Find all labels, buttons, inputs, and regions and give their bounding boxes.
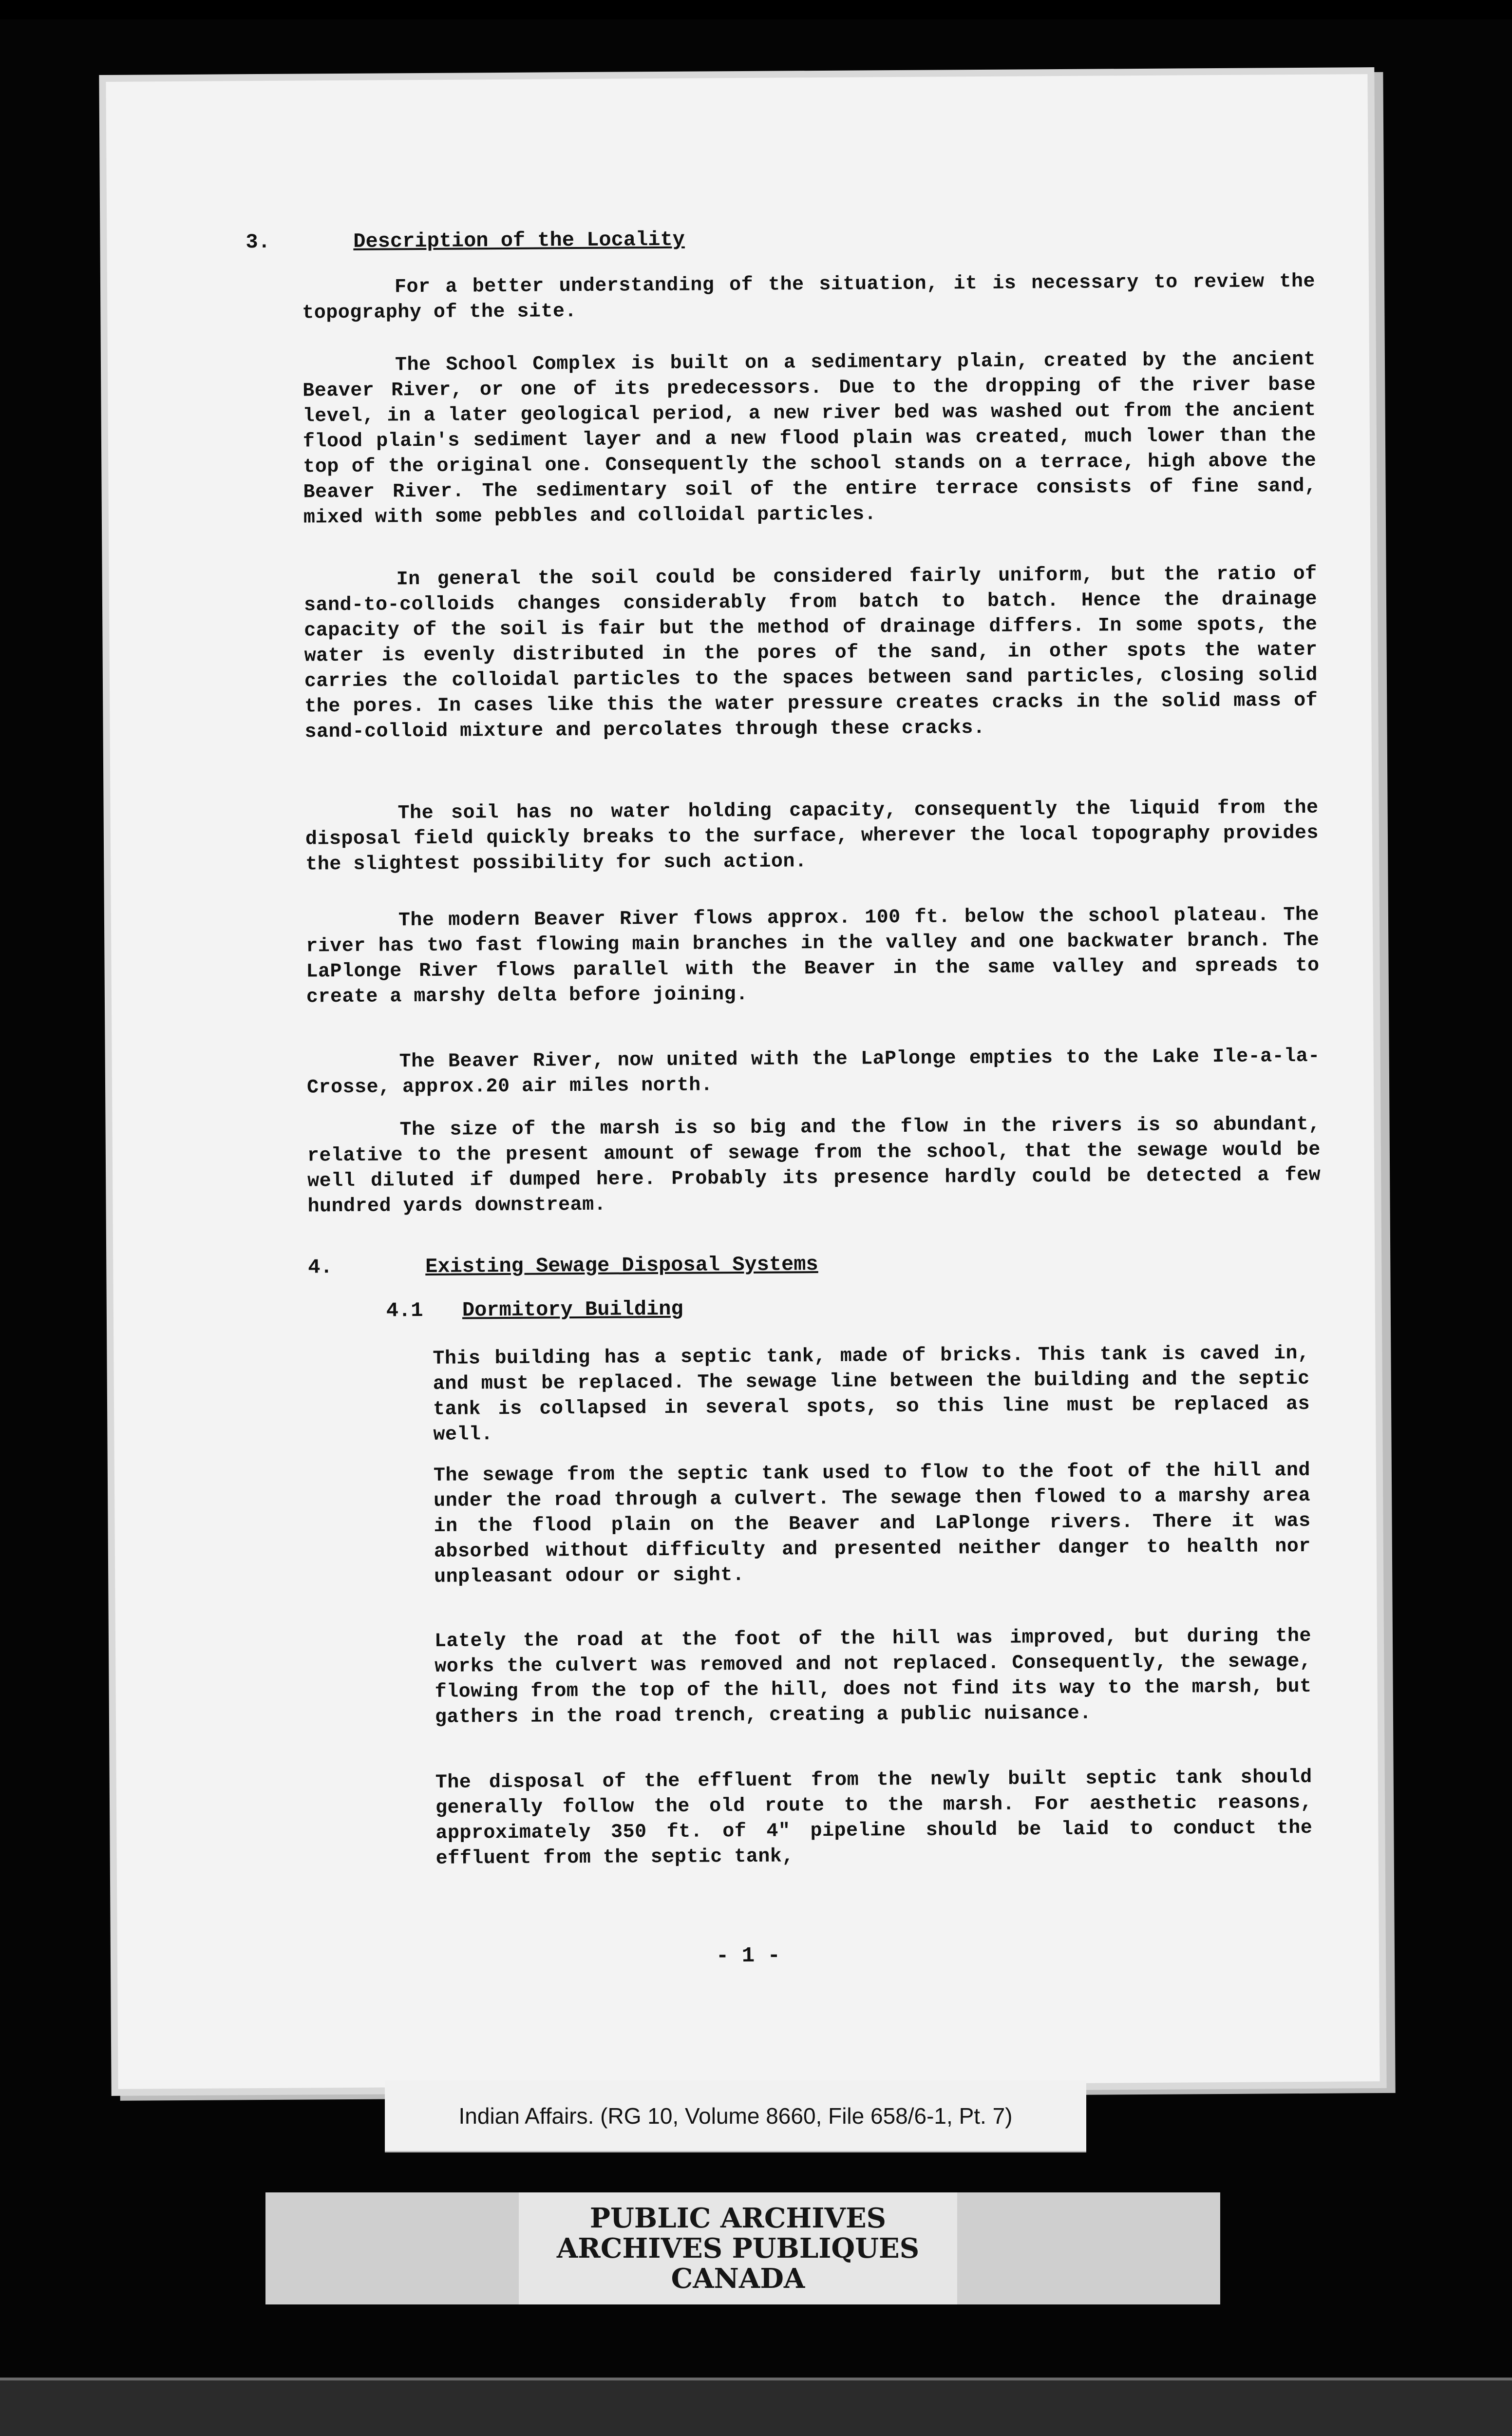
film-edge-bottom <box>0 2378 1512 2436</box>
reference-label <box>385 2080 1086 2152</box>
paragraph: Lately the road at the foot of the hill was improved, but during the works the culvert was removed and not replaced. Consequently, the sewage, flowing from the top of the hill, does not find its way to the marsh, but gathers in the road trench, creating a public nuisance. <box>434 1625 1312 1729</box>
section-3-heading <box>246 227 685 255</box>
subsection-4-1-number: 4.1 <box>386 1299 423 1323</box>
section-4-heading <box>308 1252 818 1280</box>
paragraph: This building has a septic tank, made of bricks. This tank is caved in, and must be replaced. The sewage line between the building and the septic tank is collapsed in several spots, so this line must be replaced as well. <box>433 1342 1310 1446</box>
paragraph: The Beaver River, now united with the LaPlonge empties to the Lake Ile-a-la-Crosse, approx.20 air miles north. <box>306 1045 1320 1099</box>
paragraph: The modern Beaver River flows approx. 100 ft. below the school plateau. The river has two fast flowing main branches in the valley and one backwater branch. The LaPlonge River flows parallel with the Beaver in the same valley and spreads to create a marshy delta before joining. <box>306 904 1320 1009</box>
film-edge-line <box>0 2378 1512 2380</box>
subsection-4-1-title: Dormitory Building <box>462 1297 683 1322</box>
section-4-title: Existing Sewage Disposal Systems <box>425 1253 818 1278</box>
subsection-4-1-heading <box>386 1296 683 1324</box>
reference-label-text: Indian Affairs. (RG 10, Volume 8660, File 658/6-1, Pt. 7) <box>458 2103 1013 2129</box>
section-4-number: 4. <box>308 1256 333 1279</box>
paragraph: The School Complex is built on a sedimentary plain, created by the ancient Beaver River, or one of its predecessors. Due to the dropping of the river base level, in a later geological period, a new river bed was washed out from the ancient flood plain's sediment layer and a new flood plain was created, much lower than the top of the original one. Consequently the school stands on a terrace, high above the Beaver River. The sedimentary soil of the entire terrace consists of fine sand, mixed with some pebbles and colloidal particles. <box>302 348 1317 529</box>
document-body <box>106 74 1380 2089</box>
section-3-number: 3. <box>246 230 271 254</box>
page-number: - 1 - <box>716 1943 781 1969</box>
paragraph: In general the soil could be considered fairly uniform, but the ratio of sand-to-colloids changes considerably from batch to batch. Hence the drainage capacity of the soil is fair but the method of drainage differs. In some spots, the water is evenly distributed in the pores of the sand, in other spots the water carries the colloidal particles to the spaces between sand particles, closing solid the pores. In cases like this the water pressure creates cracks in the solid mass of sand-colloid mixture and percolates through these cracks. <box>303 563 1318 743</box>
archives-stamp-text <box>519 2192 957 2304</box>
archives-stamp-line: PUBLIC ARCHIVES <box>589 2202 887 2234</box>
paragraph: For a better understanding of the situation, it is necessary to review the topography of the site. <box>302 270 1316 324</box>
paragraph: The sewage from the septic tank used to flow to the foot of the hill and under the road through a culvert. The sewage then flowed to a marshy area in the flood plain on the Beaver and LaPlonge rivers. There it was absorbed without difficulty and presented neither danger to health nor unpleasant odour or sight. <box>433 1459 1311 1588</box>
section-3-title: Description of the Locality <box>353 228 685 253</box>
archives-stamp-line: ARCHIVES PUBLIQUES <box>556 2232 920 2265</box>
document-page <box>106 74 1380 2089</box>
film-edge-top <box>0 0 1512 19</box>
paragraph: The disposal of the effluent from the newly built septic tank should generally follow the old route to the marsh. For aesthetic reasons, approximately 350 ft. of 4" pipeline should be laid to conduct the effluent from the septic tank, <box>435 1766 1313 1870</box>
archives-stamp <box>265 2192 1220 2304</box>
paragraph: The size of the marsh is so big and the flow in the rivers is so abundant, relative to the present amount of sewage from the school, that the sewage would be well diluted if dumped here. Probably its presence hardly could be detected a few hundred yards downstream. <box>307 1113 1321 1218</box>
archives-stamp-line: CANADA <box>671 2263 805 2295</box>
paragraph: The soil has no water holding capacity, consequently the liquid from the disposal field quickly breaks to the surface, wherever the local topography provides the slightest possibility for such action. <box>305 797 1319 876</box>
